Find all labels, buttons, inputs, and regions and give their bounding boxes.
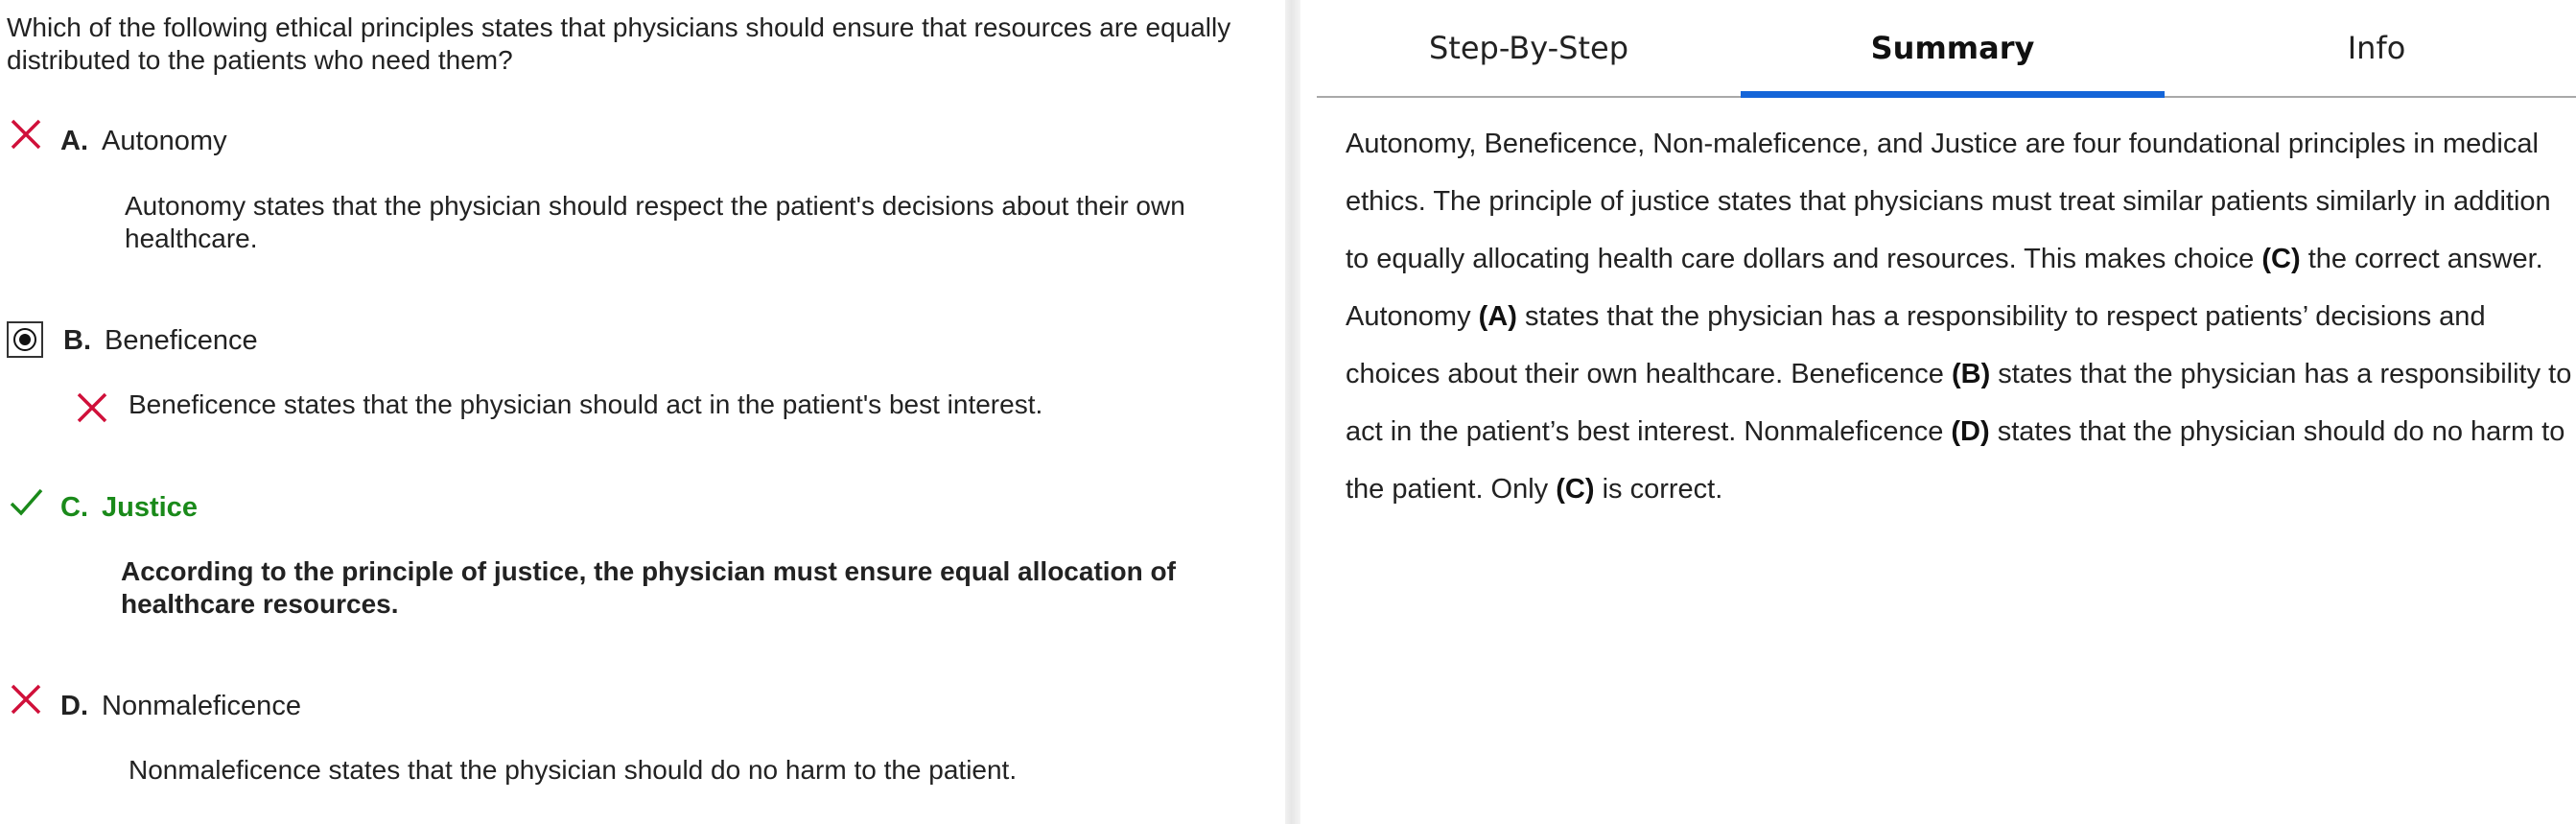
- choice-d-letter: D.: [60, 691, 88, 721]
- choice-b-letter: B.: [63, 325, 91, 356]
- incorrect-x-icon: [7, 115, 45, 153]
- incorrect-x-icon: [73, 388, 111, 427]
- summary-choice-ref: (B): [1951, 359, 1991, 389]
- summary-segment: the correct answer. Autonomy: [1346, 244, 2543, 332]
- summary-segment: Autonomy, Beneficence, Non-maleficence, and Justice are four foundational principles in medical ethics. The principle of justice states that physicians must treat similar patients similarly in addition to equally allocating health care dollars and resources. This makes choice: [1346, 129, 2551, 274]
- choice-c-label: Justice: [102, 492, 198, 523]
- choice-a-label: Autonomy: [102, 126, 227, 156]
- tab-step-by-step[interactable]: Step-By-Step: [1429, 30, 1628, 66]
- radio-circle-icon: [13, 328, 36, 351]
- choice-b-label: Beneficence: [105, 325, 258, 356]
- question-stem: Which of the following ethical principles states that physicians should ensure that resources are equally distributed to the patients who need them?: [7, 12, 1231, 75]
- summary-choice-ref: (C): [1556, 474, 1595, 505]
- summary-choice-ref: (D): [1951, 416, 1990, 447]
- choice-d-explanation: Nonmaleficence states that the physician should do no harm to the patient.: [129, 755, 1018, 785]
- correct-check-icon: [7, 483, 45, 521]
- choice-c-letter: C.: [60, 492, 88, 523]
- summary-segment: states that the physician has a responsibility to act in the patient’s best interest. Nonmaleficence: [1346, 359, 2572, 447]
- choice-b-explanation: Beneficence states that the physician should act in the patient's best interest.: [129, 389, 1043, 419]
- radio-dot-icon: [19, 334, 31, 345]
- choice-d[interactable]: [60, 689, 301, 723]
- summary-choice-ref: (A): [1478, 301, 1517, 332]
- choice-b-radio[interactable]: [7, 321, 43, 358]
- summary-segment: states that the physician should do no harm to the patient. Only: [1346, 416, 2565, 505]
- incorrect-x-icon: [7, 680, 45, 718]
- summary-segment: states that the physician has a responsibility to respect patients’ decisions and choices about their own healthcare. Beneficence: [1346, 301, 2486, 389]
- choice-a-letter: A.: [60, 126, 88, 156]
- explanation-tabs: [1317, 0, 2576, 98]
- summary-text: [1346, 115, 2573, 518]
- choice-c-explanation: According to the principle of justice, the physician must ensure equal allocation of healthcare resources.: [121, 556, 1176, 619]
- summary-choice-ref: (C): [2261, 244, 2301, 274]
- question-pane: [0, 0, 1285, 824]
- tab-info[interactable]: Info: [2347, 30, 2406, 66]
- choice-a-explanation: Autonomy states that the physician should respect the patient's decisions about their own healthcare.: [125, 191, 1185, 253]
- summary-segment: is correct.: [1594, 474, 1723, 505]
- choice-a[interactable]: [60, 124, 227, 158]
- choice-c[interactable]: [60, 490, 198, 525]
- choice-b[interactable]: [63, 323, 258, 358]
- pane-divider[interactable]: [1285, 0, 1300, 824]
- choice-d-label: Nonmaleficence: [102, 691, 301, 721]
- explanation-pane: [1300, 0, 2576, 824]
- tab-summary[interactable]: Summary: [1741, 0, 2165, 96]
